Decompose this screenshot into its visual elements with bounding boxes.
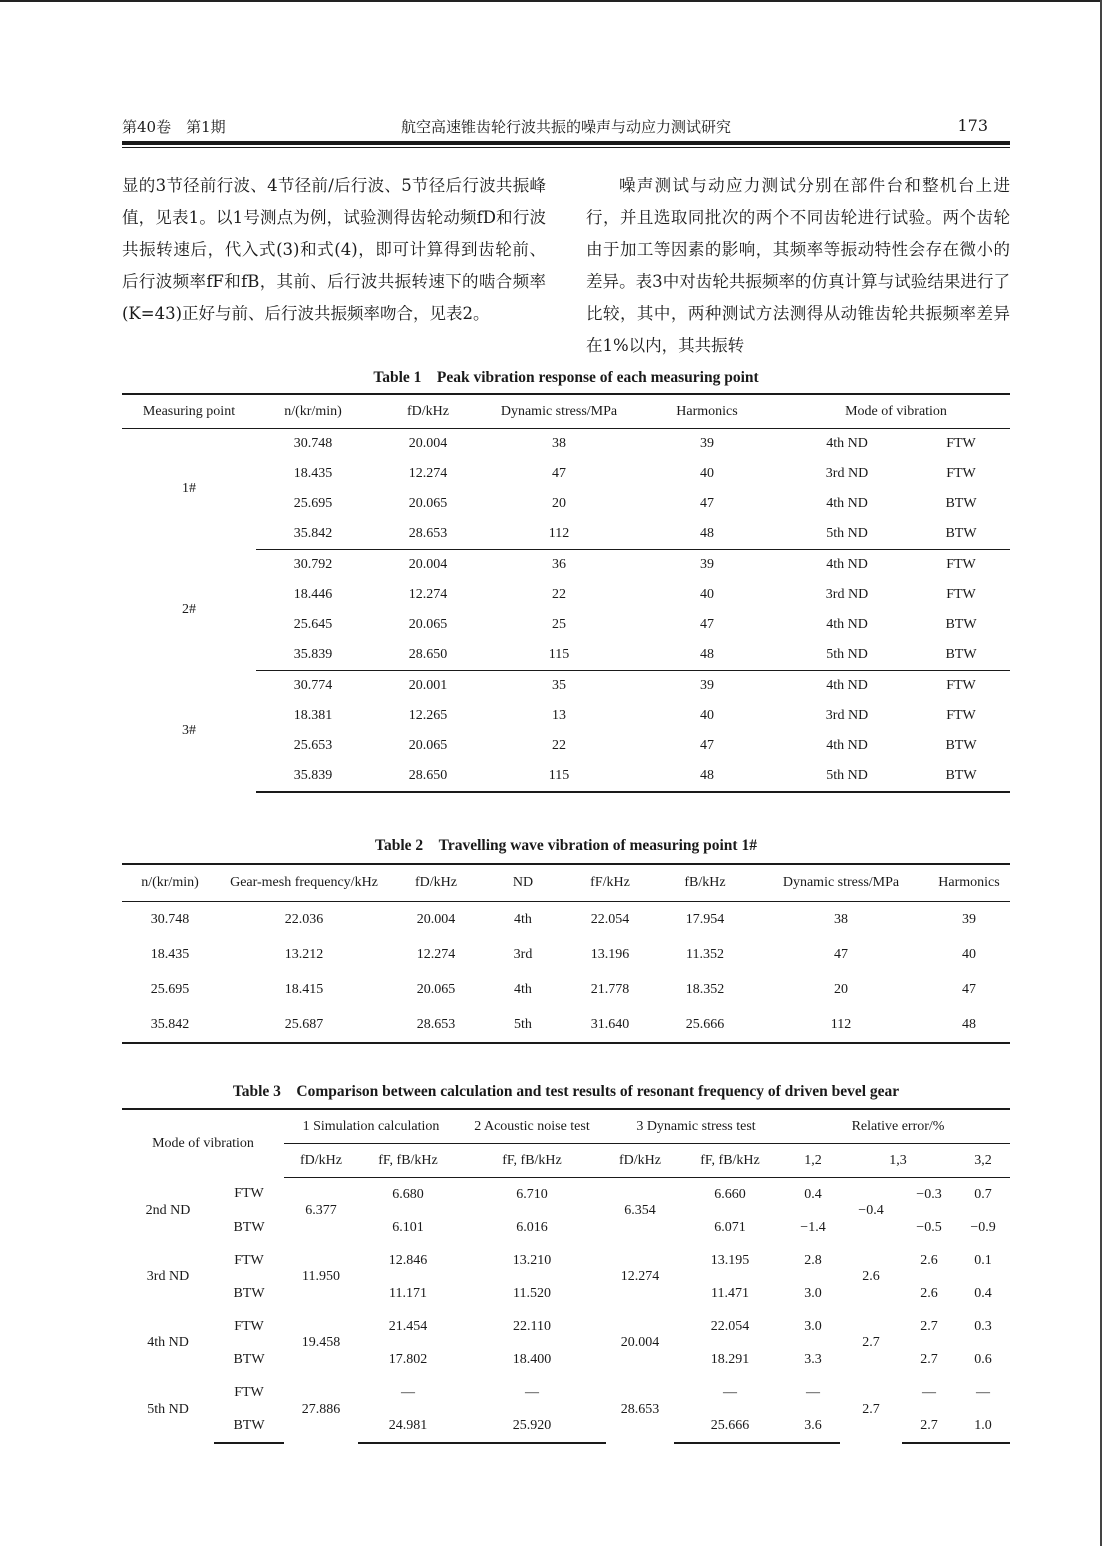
column-header: Dynamic stress/MPa (486, 394, 632, 429)
table-cell: 4th (514, 911, 532, 927)
table-cell: 3rd ND (825, 587, 869, 602)
table-cell: 11.520 (513, 1285, 551, 1301)
table-cell: 20.001 (408, 678, 448, 693)
table-cell: 17.802 (388, 1351, 428, 1367)
column-header: Measuring point (122, 394, 256, 429)
table-cell: 21.454 (388, 1318, 428, 1334)
table1 (122, 393, 1010, 793)
left-paragraph: 显的3节径前行波、4节径前/后行波、5节径后行波共振峰值，见表1。以1号测点为例，试验测得齿轮动频fD和行波共振转速后，代入式(3)和式(4)，即可计算得到齿轮前、后行波频率fF和fB，其前、后行波共振转速下的啮合频率(K=43)正好与前、后行波共振频率吻合，见表2。 (122, 176, 546, 323)
table-cell: 6.680 (392, 1186, 424, 1202)
header-rule-thick (122, 141, 1010, 145)
table-cell: 38 (834, 911, 848, 927)
header-rule-thin (122, 147, 1010, 148)
table-cell: −0.5 (916, 1219, 942, 1235)
table-cell: 112 (486, 519, 632, 550)
top-border (0, 0, 1102, 2)
column-header: fF/kHz (564, 864, 656, 902)
table-cell: 3.6 (786, 1409, 840, 1443)
mode-cell: 2nd ND (145, 1202, 191, 1218)
table-cell: 35.839 (256, 761, 370, 792)
wave-type-cell: BTW (233, 1219, 265, 1235)
dyn-fd-cell: 12.274 (620, 1269, 660, 1284)
column-header: fD/kHz (390, 864, 482, 902)
table-cell: 28.653 (390, 1007, 482, 1043)
table-cell: 20.065 (408, 738, 448, 753)
table-cell: — (976, 1384, 991, 1400)
column-header: Dynamic stress/MPa (754, 864, 928, 902)
table-row (122, 1244, 1010, 1277)
wave-type-cell: BTW (233, 1285, 265, 1301)
mode-cell: 3rd ND (146, 1269, 190, 1284)
error13-fd-cell: 2.7 (862, 1401, 880, 1417)
error13-fd-cell: 2.6 (862, 1269, 880, 1284)
body-column-left (122, 170, 546, 330)
table-cell: 28.653 (370, 519, 486, 550)
table-cell: 0.4 (804, 1186, 822, 1202)
table-cell: BTW (912, 519, 1010, 550)
table-row (122, 937, 1010, 972)
table-cell: 20.004 (416, 911, 456, 927)
table-cell: 13.212 (284, 946, 324, 962)
table-cell: 30.748 (150, 911, 190, 927)
table-row (122, 580, 1010, 610)
table-cell: 30.792 (293, 557, 333, 572)
sim-fd-cell: 11.950 (302, 1269, 340, 1284)
dyn-fd-cell: 20.004 (620, 1335, 660, 1350)
column-header: fF, fB/kHz (674, 1144, 786, 1178)
page-number: 173 (957, 116, 988, 135)
sim-fd-cell: 19.458 (301, 1335, 341, 1350)
table-cell: 39 (700, 678, 714, 693)
table-cell: 22.054 (590, 911, 630, 927)
table-row (122, 459, 1010, 489)
column-header: Gear-mesh frequency/kHz (218, 864, 390, 902)
table-cell: 12.265 (408, 708, 448, 723)
sim-fd-cell: 6.377 (305, 1203, 337, 1218)
table-cell: 20.065 (416, 981, 456, 997)
table-cell: 25.695 (293, 496, 333, 511)
table-cell: 17.954 (685, 911, 725, 927)
dyn-fd-cell: 28.653 (620, 1401, 660, 1417)
table-cell: 25.920 (458, 1409, 606, 1443)
table-cell: −0.9 (970, 1219, 996, 1235)
column-header: 1,2 (786, 1144, 840, 1178)
error13-fd-cell: −0.4 (858, 1203, 884, 1218)
mode-cell: 4th ND (147, 1335, 189, 1350)
table-cell: 35 (552, 678, 566, 693)
table-cell: 18.352 (685, 981, 725, 997)
table-cell: 3rd (513, 946, 533, 962)
table-cell: 20.004 (408, 557, 448, 572)
table-cell: 3rd ND (825, 466, 869, 481)
table-cell: 6.710 (516, 1186, 548, 1202)
table-cell: 20.065 (408, 617, 448, 632)
table-row (122, 550, 1010, 581)
table-cell: 4th ND (826, 617, 868, 632)
table-row (122, 761, 1010, 792)
sim-fd-cell: 27.886 (301, 1401, 341, 1417)
error13-fd-cell: 2.7 (862, 1335, 880, 1350)
column-header: fB/kHz (656, 864, 754, 902)
table-cell: 25 (552, 617, 566, 632)
column-header: Harmonics (632, 394, 782, 429)
table-cell: BTW (912, 640, 1010, 671)
table-cell: 48 (632, 761, 782, 792)
table-cell: FTW (946, 708, 976, 723)
table-cell: 18.400 (512, 1351, 552, 1367)
table-cell: 11.171 (389, 1285, 427, 1301)
table-cell: FTW (946, 436, 976, 451)
table-cell: 35.842 (256, 519, 370, 550)
table-cell: 5th (482, 1007, 564, 1043)
table-cell: 35.839 (256, 640, 370, 671)
table-cell: 12.274 (408, 466, 448, 481)
table-cell: −0.3 (916, 1186, 942, 1202)
table-cell: 11.352 (686, 946, 724, 962)
table-cell: 25.645 (293, 617, 333, 632)
table-cell: 2.8 (804, 1252, 822, 1268)
table-cell: 47 (962, 981, 976, 997)
column-header: 3,2 (956, 1144, 1010, 1178)
table-cell: 47 (552, 466, 566, 481)
table-cell: FTW (946, 678, 976, 693)
table1-caption: Table 1 Peak vibration response of each measuring point (373, 369, 759, 386)
table-cell: 35.842 (122, 1007, 218, 1043)
table-cell: — (806, 1384, 820, 1400)
table-cell: 18.435 (150, 946, 190, 962)
table-cell: 115 (486, 761, 632, 792)
table-cell: — (525, 1384, 539, 1400)
table-cell: 6.016 (516, 1219, 548, 1235)
table3-header-row-top (122, 1109, 1010, 1144)
right-paragraph: 噪声测试与动应力测试分别在部件台和整机台上进行，并且选取同批次的两个不同齿轮进行试验。两个齿轮由于加工等因素的影响，其频率等振动特性会存在微小的差异。表3中对齿轮共振频率的仿真计算与试验结果进行了比较，其中，两种测试方法测得从动锥齿轮共振频率差异在1%以内，其共振转 (586, 176, 1010, 355)
table-cell: 115 (486, 640, 632, 671)
table-cell: 28.650 (370, 761, 486, 792)
table-cell: FTW (946, 557, 976, 572)
table2-caption: Table 2 Travelling wave vibration of measuring point 1# (375, 837, 757, 854)
table-cell: 39 (962, 911, 976, 927)
table-row (122, 972, 1010, 1007)
table2-header-row (122, 864, 1010, 902)
table-cell: 12.274 (408, 587, 448, 602)
table-cell: BTW (945, 496, 977, 511)
table-cell: — (922, 1384, 936, 1400)
table-cell: 48 (632, 519, 782, 550)
table-cell: 3rd ND (825, 708, 869, 723)
table-row (122, 429, 1010, 460)
column-header: n/(kr/min) (256, 394, 370, 429)
table2 (122, 863, 1010, 1044)
body-column-right (586, 170, 1010, 362)
table-cell: FTW (946, 587, 976, 602)
table-cell: 13.196 (590, 946, 630, 962)
table-cell: BTW (912, 761, 1010, 792)
table-cell: 22.110 (513, 1318, 551, 1334)
table-cell: 25.666 (674, 1409, 786, 1443)
table-row (122, 671, 1010, 702)
table-cell: 13.210 (512, 1252, 552, 1268)
table-cell: 48 (928, 1007, 1010, 1043)
table-cell: 3.0 (804, 1285, 822, 1301)
table-cell: 18.381 (293, 708, 333, 723)
mode-cell: 5th ND (147, 1401, 189, 1417)
column-header: Mode of vibration (122, 1109, 284, 1178)
table-cell: 20.004 (408, 436, 448, 451)
table-row (122, 1376, 1010, 1409)
column-header: fD/kHz (370, 394, 486, 429)
column-header: fF, fB/kHz (358, 1144, 458, 1178)
table-cell: — (401, 1384, 415, 1400)
table-cell: BTW (945, 738, 977, 753)
table-cell: 25.666 (656, 1007, 754, 1043)
dyn-fd-cell: 6.354 (624, 1203, 656, 1218)
wave-type-cell: FTW (234, 1186, 264, 1202)
table-cell: 0.7 (974, 1186, 992, 1202)
measuring-point-cell: 2# (182, 602, 196, 617)
table-cell: 28.650 (370, 640, 486, 671)
table-row (122, 640, 1010, 671)
table-row (122, 610, 1010, 640)
table-cell: 2.7 (920, 1351, 938, 1367)
table-cell: BTW (945, 617, 977, 632)
column-group-header: Relative error/% (786, 1109, 1010, 1144)
measuring-point-cell: 3# (182, 723, 196, 739)
table-cell: 31.640 (564, 1007, 656, 1043)
table-cell: 13.195 (710, 1252, 750, 1268)
table-cell: 30.774 (293, 678, 333, 693)
table-cell: 20.065 (408, 496, 448, 511)
table-cell: 12.274 (416, 946, 456, 962)
table-cell: 4th (514, 981, 532, 997)
table-cell: 40 (700, 708, 714, 723)
table-cell: 4th ND (826, 557, 868, 572)
table-cell: 0.6 (974, 1351, 992, 1367)
table-cell: 36 (552, 557, 566, 572)
table-cell: 0.4 (974, 1285, 992, 1301)
table-cell: 22 (552, 738, 566, 753)
table-row (122, 489, 1010, 519)
table-cell: 11.471 (711, 1285, 749, 1301)
column-header: fD/kHz (606, 1144, 674, 1178)
table-cell: 3.3 (804, 1351, 822, 1367)
column-group-header: 3 Dynamic stress test (606, 1109, 786, 1144)
table-cell: 6.101 (392, 1219, 424, 1235)
table-cell: 25.653 (293, 738, 333, 753)
column-header: Harmonics (928, 864, 1010, 902)
table-cell: 47 (700, 738, 714, 753)
table-cell: 5th ND (782, 519, 912, 550)
table-cell: 13 (552, 708, 566, 723)
table-cell: 25.695 (150, 981, 190, 997)
table-cell: 6.071 (714, 1219, 746, 1235)
table-row (122, 701, 1010, 731)
table-cell: 18.415 (284, 981, 324, 997)
table-cell: 4th ND (826, 678, 868, 693)
table-cell: 39 (700, 557, 714, 572)
column-header: Mode of vibration (782, 394, 1010, 429)
table-row (122, 519, 1010, 550)
column-group-header: 2 Acoustic noise test (458, 1109, 606, 1144)
column-header: n/(kr/min) (122, 864, 218, 902)
table-cell: 4th ND (826, 738, 868, 753)
wave-type-cell: FTW (234, 1252, 264, 1268)
wave-type-cell: FTW (234, 1318, 264, 1334)
column-header: fF, fB/kHz (458, 1144, 606, 1178)
table-cell: 2.6 (920, 1285, 938, 1301)
table-cell: 22 (552, 587, 566, 602)
table-cell: 22.036 (284, 911, 324, 927)
wave-type-cell: BTW (233, 1351, 265, 1367)
table-cell: — (723, 1384, 737, 1400)
table-cell: 39 (700, 436, 714, 451)
table-cell: 6.660 (714, 1186, 746, 1202)
table-cell: 5th ND (782, 640, 912, 671)
table-cell: 38 (552, 436, 566, 451)
table-cell: 24.981 (358, 1409, 458, 1443)
journal-running-title: 航空高速锥齿轮行波共振的噪声与动应力测试研究 (400, 118, 731, 136)
table-cell: 30.748 (293, 436, 333, 451)
table-cell: 112 (754, 1007, 928, 1043)
table3 (122, 1108, 1010, 1444)
table-cell: 4th ND (826, 496, 868, 511)
table3-caption: Table 3 Comparison between calculation and test results of resonant frequency of driven bevel gear (232, 1083, 900, 1100)
running-header (122, 116, 1010, 140)
table-cell: 0.1 (974, 1252, 992, 1268)
table-cell: 20 (834, 981, 848, 997)
table-cell: 47 (834, 946, 848, 962)
table-cell: −1.4 (800, 1219, 826, 1235)
column-header: 1,3 (840, 1144, 956, 1178)
column-group-header: 1 Simulation calculation (284, 1109, 458, 1144)
measuring-point-cell: 1# (182, 481, 196, 497)
table-cell: FTW (946, 466, 976, 481)
table-cell: 22.054 (710, 1318, 750, 1334)
table-cell: 18.446 (293, 587, 333, 602)
table-cell: 5th ND (782, 761, 912, 792)
table-cell: 40 (962, 946, 976, 962)
table-cell: 18.291 (710, 1351, 750, 1367)
table-row (122, 1178, 1010, 1212)
table-cell: 12.846 (388, 1252, 428, 1268)
table-row (122, 1007, 1010, 1043)
table-row (122, 731, 1010, 761)
table-cell: 2.7 (920, 1318, 938, 1334)
table-cell: 1.0 (956, 1409, 1010, 1443)
table-cell: 3.0 (804, 1318, 822, 1334)
table-cell: 25.687 (218, 1007, 390, 1043)
table-cell: 2.7 (902, 1409, 956, 1443)
table-row (122, 902, 1010, 938)
table-cell: 48 (632, 640, 782, 671)
table-cell: 2.6 (920, 1252, 938, 1268)
table-row (122, 1310, 1010, 1343)
column-header: fD/kHz (284, 1144, 358, 1178)
volume-issue: 第40卷 第1期 (122, 118, 226, 136)
column-header: ND (482, 864, 564, 902)
table-cell: 47 (700, 617, 714, 632)
table1-header-row (122, 394, 1010, 429)
table-cell: 18.435 (293, 466, 333, 481)
table-cell: 47 (700, 496, 714, 511)
table-cell: 21.778 (590, 981, 630, 997)
wave-type-cell: BTW (214, 1409, 284, 1443)
table-cell: 40 (700, 466, 714, 481)
wave-type-cell: FTW (234, 1384, 264, 1400)
table-cell: 4th ND (826, 436, 868, 451)
table-cell: 40 (700, 587, 714, 602)
table-cell: 0.3 (974, 1318, 992, 1334)
table-cell: 20 (552, 496, 566, 511)
